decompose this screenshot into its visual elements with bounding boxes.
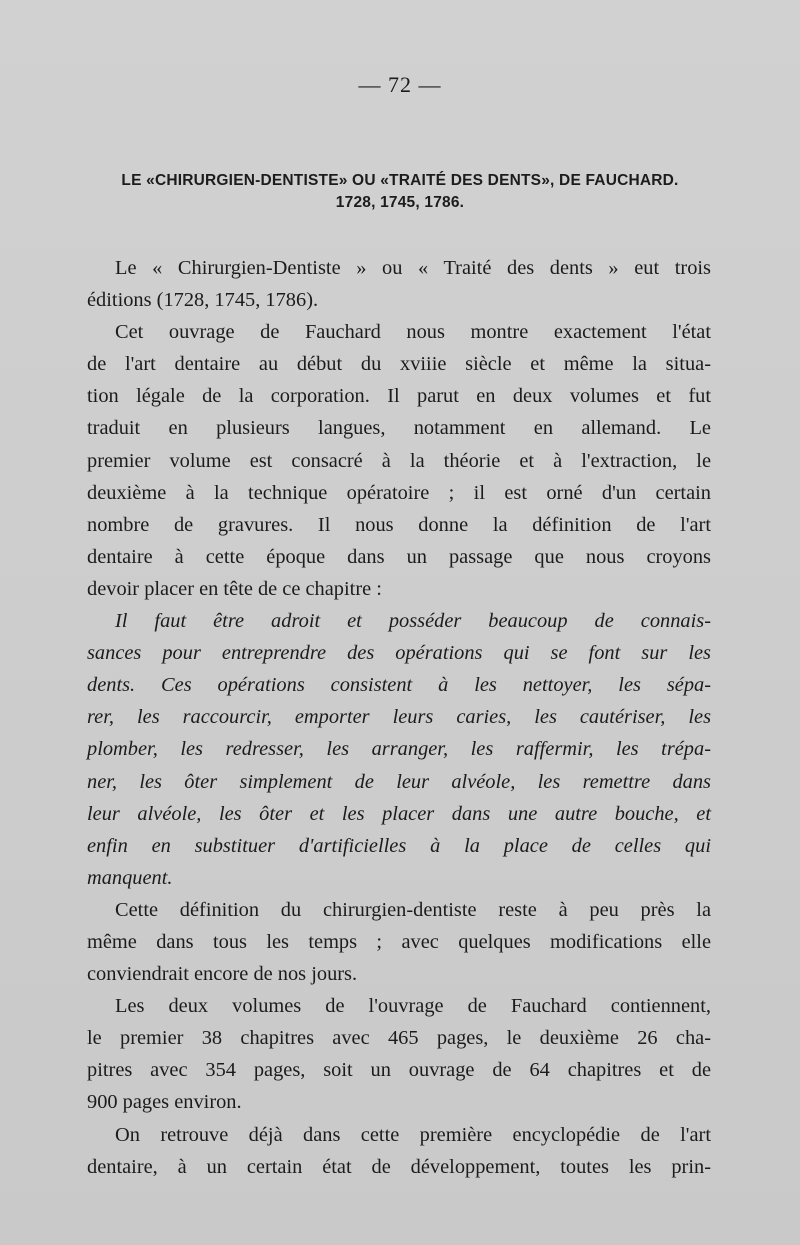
paragraph-volumes (87, 990, 711, 1118)
quote-line: Il faut être adroit et posséder beaucoup de connais- (115, 610, 711, 633)
paragraph-work-description (87, 316, 711, 605)
quote-line: enfin en substituer d'artificielles à la place de celles qui (87, 834, 711, 857)
quote-line: sances pour entreprendre des opérations qui se font sur les (87, 642, 711, 665)
text-line: même dans tous les temps ; avec quelques modifications elle (87, 930, 711, 953)
page-number: — 72 — (358, 72, 442, 97)
text-line: tion légale de la corporation. Il parut en deux volumes et fut (87, 385, 711, 408)
text-line: conviendrait encore de nos jours. (87, 963, 358, 986)
text-line: le premier 38 chapitres avec 465 pages, le deuxième 26 cha- (87, 1027, 711, 1050)
text-line: dentaire, à un certain état de développement, toutes les prin- (87, 1155, 711, 1178)
paragraph-quotation (87, 605, 711, 894)
quote-line: rer, les raccourcir, emporter leurs caries, les cautériser, les (87, 706, 711, 729)
text-line: traduit en plusieurs langues, notamment en allemand. Le (87, 417, 711, 440)
text-line: 900 pages environ. (87, 1091, 242, 1114)
text-line: éditions (1728, 1745, 1786). (87, 289, 319, 312)
text-line: premier volume est consacré à la théorie et à l'extraction, le (87, 449, 711, 472)
quote-line: plomber, les redresser, les arranger, les raffermir, les trépa- (87, 738, 711, 761)
quote-line: manquent. (87, 866, 173, 889)
quote-line: ner, les ôter simplement de leur alvéole, les remettre dans (87, 770, 711, 793)
paragraph-encyclopedia (87, 1119, 711, 1183)
text-line: Le « Chirurgien-Dentiste » ou « Traité des dents » eut trois (115, 257, 711, 279)
chapter-heading (60, 170, 740, 214)
text-line: Les deux volumes de l'ouvrage de Fauchard contiennent, (115, 995, 711, 1018)
text-line: On retrouve déjà dans cette première encyclopédie de l'art (115, 1123, 711, 1146)
body-text (87, 252, 711, 1183)
text-line: de l'art dentaire au début du xviiie siècle et même la situa- (87, 353, 711, 376)
text-line: nombre de gravures. Il nous donne la définition de l'art (87, 513, 711, 536)
paragraph-definition-comment (87, 894, 711, 990)
quote-line: dents. Ces opérations consistent à les nettoyer, les sépa- (87, 674, 711, 697)
text-line: dentaire à cette époque dans un passage que nous croyons (87, 545, 711, 568)
paragraph-editions (87, 252, 711, 316)
text-line: devoir placer en tête de ce chapitre : (87, 577, 382, 600)
text-line: deuxième à la technique opératoire ; il est orné d'un certain (87, 481, 711, 504)
quote-line: leur alvéole, les ôter et les placer dans une autre bouche, et (87, 802, 711, 825)
heading-title: LE «CHIRURGIEN-DENTISTE» OU «TRAITÉ DES DENTS», DE FAUCHARD. (121, 172, 679, 189)
heading-dates: 1728, 1745, 1786. (335, 194, 465, 211)
text-line: Cet ouvrage de Fauchard nous montre exactement l'état (115, 321, 711, 344)
text-line: Cette définition du chirurgien-dentiste reste à peu près la (115, 898, 711, 921)
text-line: pitres avec 354 pages, soit un ouvrage de 64 chapitres et de (87, 1059, 711, 1082)
